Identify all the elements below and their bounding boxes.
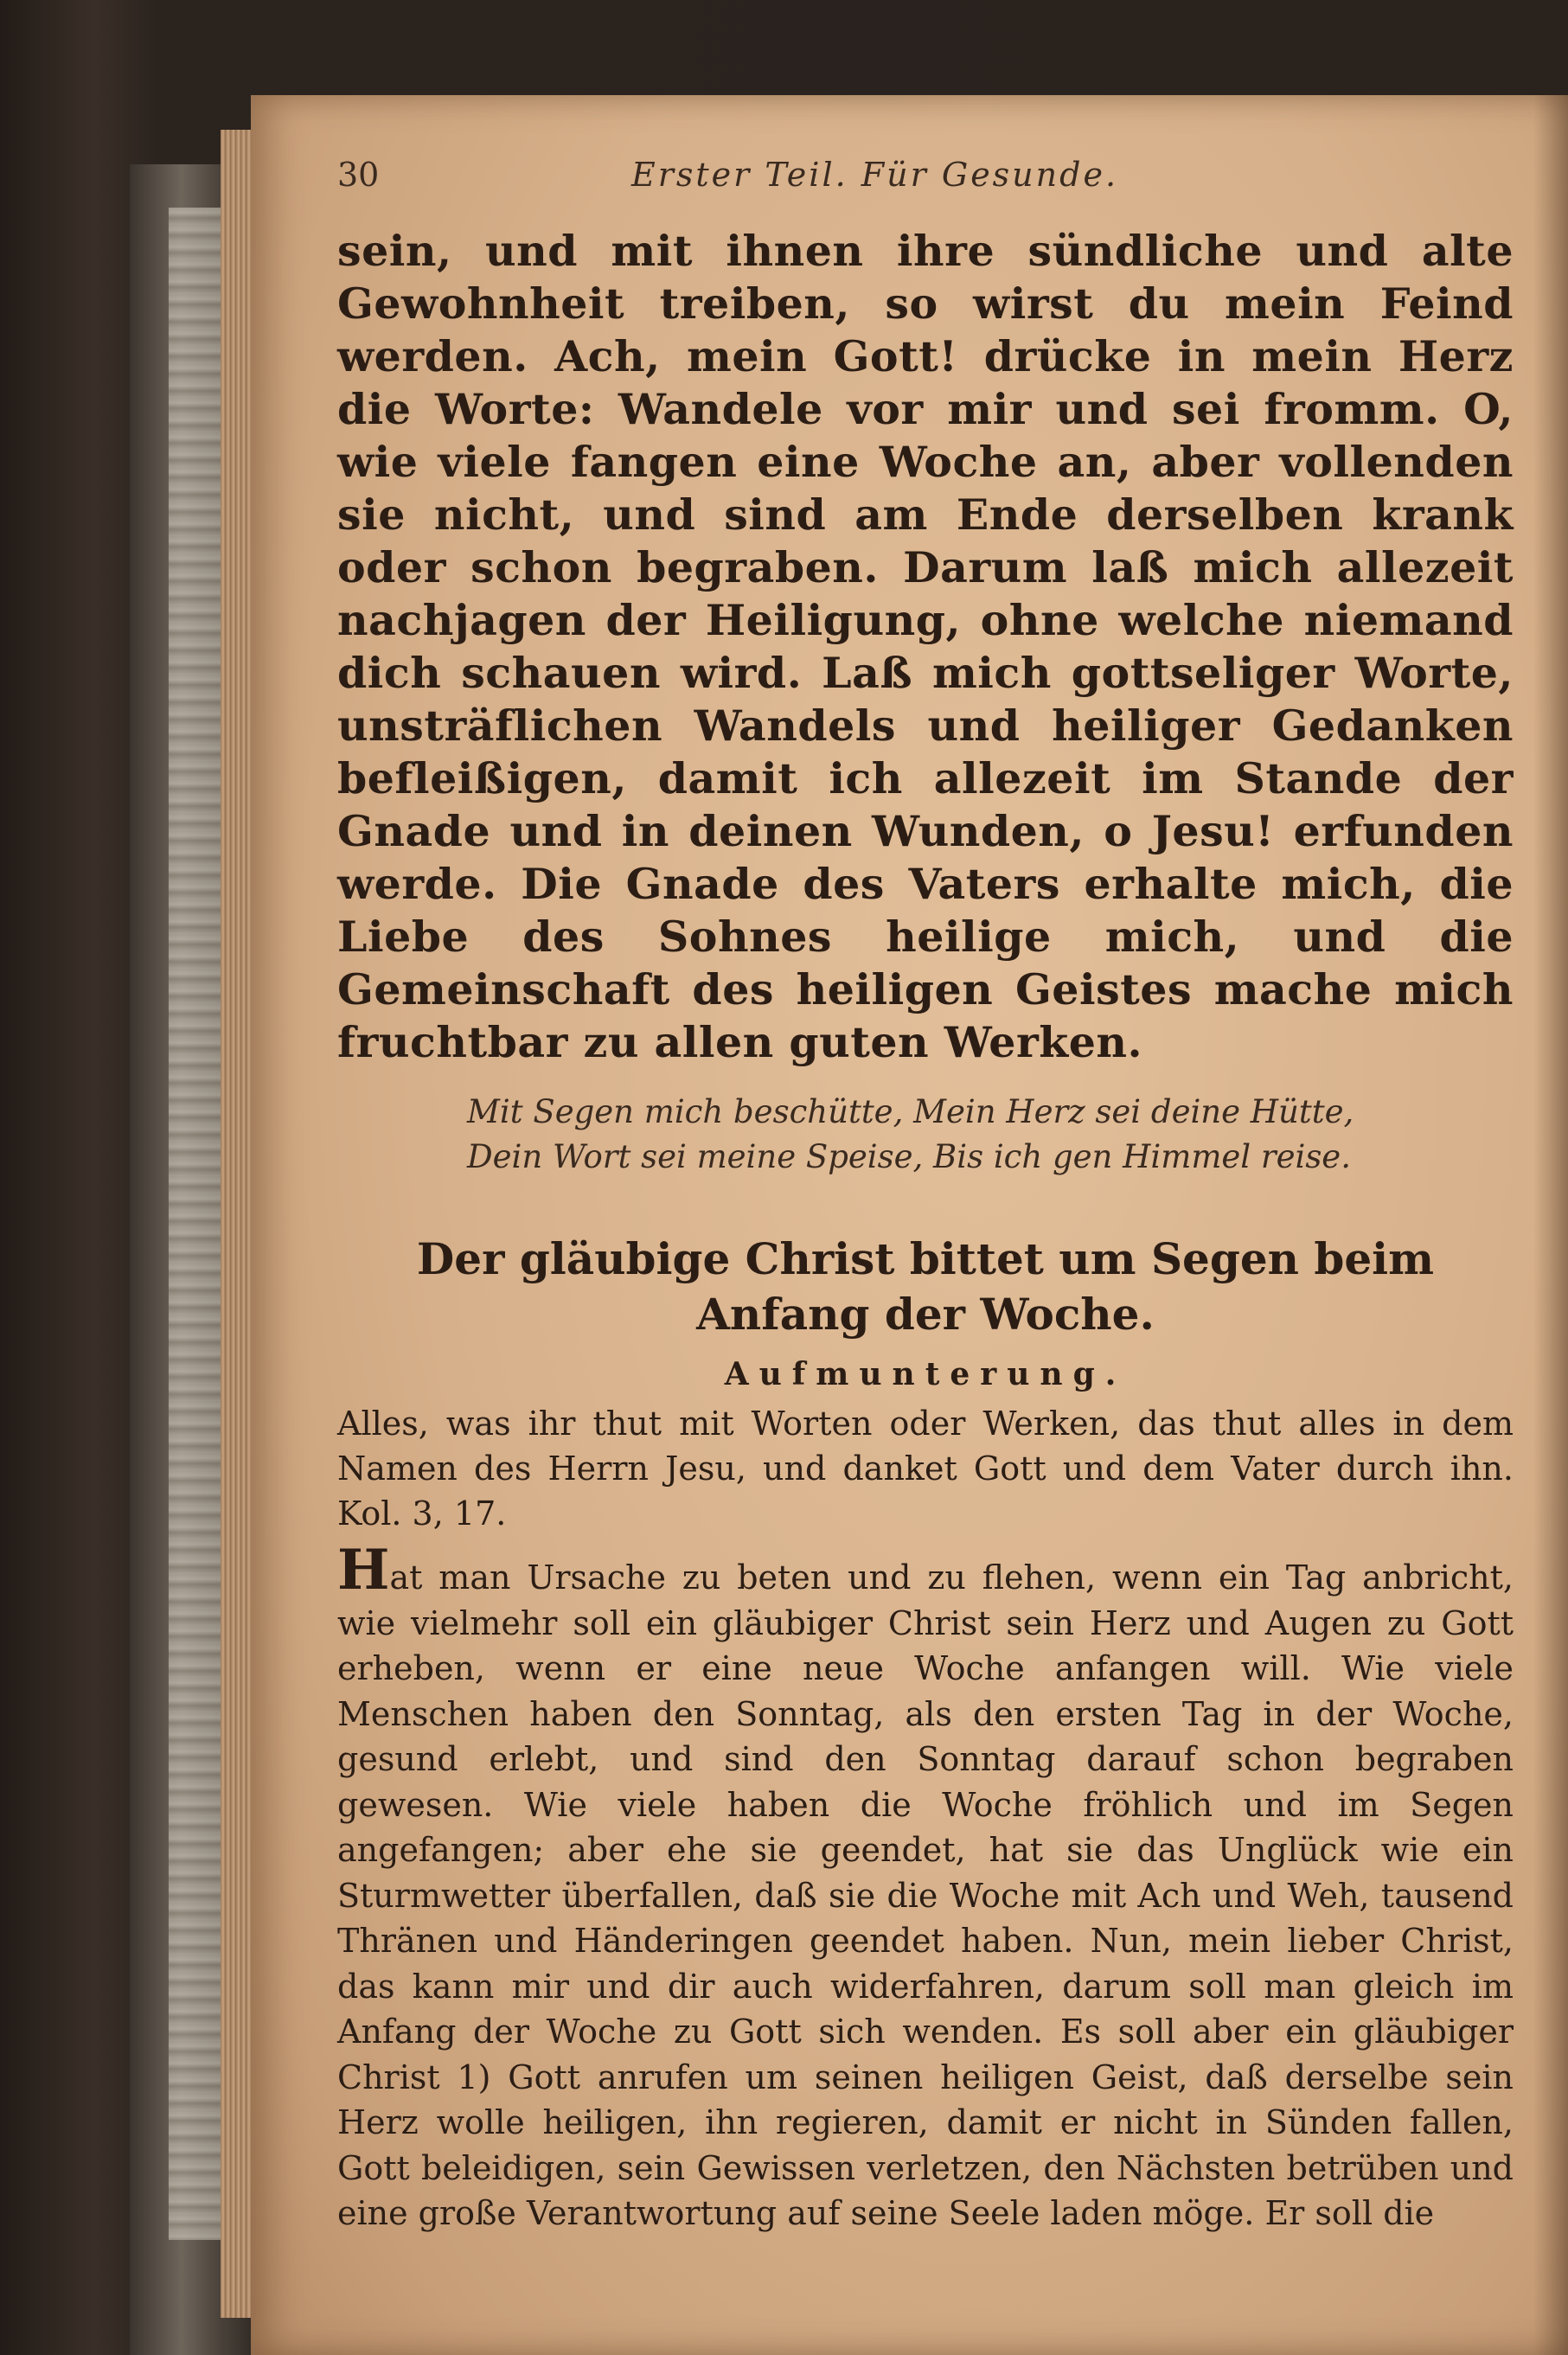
verse-line: Dein Wort sei meine Speise, Bis ich gen Himmel reise.	[467, 1138, 1351, 1175]
page-content	[337, 138, 1514, 2283]
prayer-text	[337, 225, 1514, 1069]
spine-cloth	[169, 208, 221, 2240]
section-subheading: Aufmunterung.	[724, 1356, 1127, 1392]
running-title: Erster Teil. Für Gesunde.	[631, 156, 1119, 194]
epigraph: Alles, was ihr thut mit Worten oder Werken, das thut alles in dem Namen des Herrn Jesu, und danket Gott und dem Vater durch ihn. Kol. 3, 17.	[337, 1405, 1514, 1533]
page-shadow	[1533, 95, 1568, 2355]
paragraph: sein, und mit ihnen ihre sündliche und alte Gewohnheit treiben, so wirst du mein Feind werden. Ach, mein Gott! drücke in mein Herz die Worte: Wandele vor mir und sei fromm. O, wie viele fangen eine Woche an, aber vollenden sie nicht, und sind am Ende derselben krank oder schon begraben. Darum laß mich allezeit nachjagen der Heiligung, ohne welche niemand dich schauen wird. Laß mich gottseliger Worte, unsträflichen Wandels und heiliger Gedanken befleißigen, damit ich allezeit im Stande der Gnade und in deinen Wunden, o Jesu! erfunden werde. Die Gnade des Vaters erhalte mich, die Liebe des Sohnes heilige mich, und die Gemeinschaft des heiligen Geistes mache mich fruchtbar zu allen guten Werken.	[337, 226, 1514, 1067]
drop-cap: H	[337, 1538, 390, 1603]
verse-line: Mit Segen mich beschütte, Mein Herz sei deine Hütte,	[467, 1093, 1354, 1130]
section-heading: Der gläubige Christ bittet um Segen beim Anfang der Woche.	[416, 1233, 1435, 1340]
page-header	[337, 138, 1514, 225]
page-number: 30	[337, 156, 380, 194]
section-body-text: at man Ursache zu beten und zu flehen, wenn ein Tag anbricht, wie vielmehr soll ein gläubiger Christ sein Herz und Augen zu Gott erheben, wenn er eine neue Woche anfangen will. Wie viele Menschen haben den Sonntag, als den ersten Tag in der Woche, gesund erlebt, und sind den Sonntag darauf schon begraben gewesen. Wie viele haben die Woche fröhlich und im Segen angefangen; aber ehe sie geendet, hat sie das Unglück wie ein Sturmwetter überfallen, daß sie die Woche mit Ach und Weh, tausend Thränen und Händeringen geendet haben. Nun, mein lieber Christ, das kann mir und dir auch widerfahren, darum soll man gleich im Anfang der Woche zu Gott sich wenden. Es soll aber ein gläubiger Christ 1) Gott anrufen um seinen heiligen Geist, daß derselbe sein Herz wolle heiligen, ihn regieren, damit er nicht in Sünden fallen, Gott beleidigen, sein Gewissen verletzen, den Nächsten betrüben und eine große Verantwortung auf seine Seele laden möge. Er soll die	[337, 1558, 1514, 2232]
verse	[467, 1090, 1514, 1180]
section-body	[337, 1538, 1514, 2237]
